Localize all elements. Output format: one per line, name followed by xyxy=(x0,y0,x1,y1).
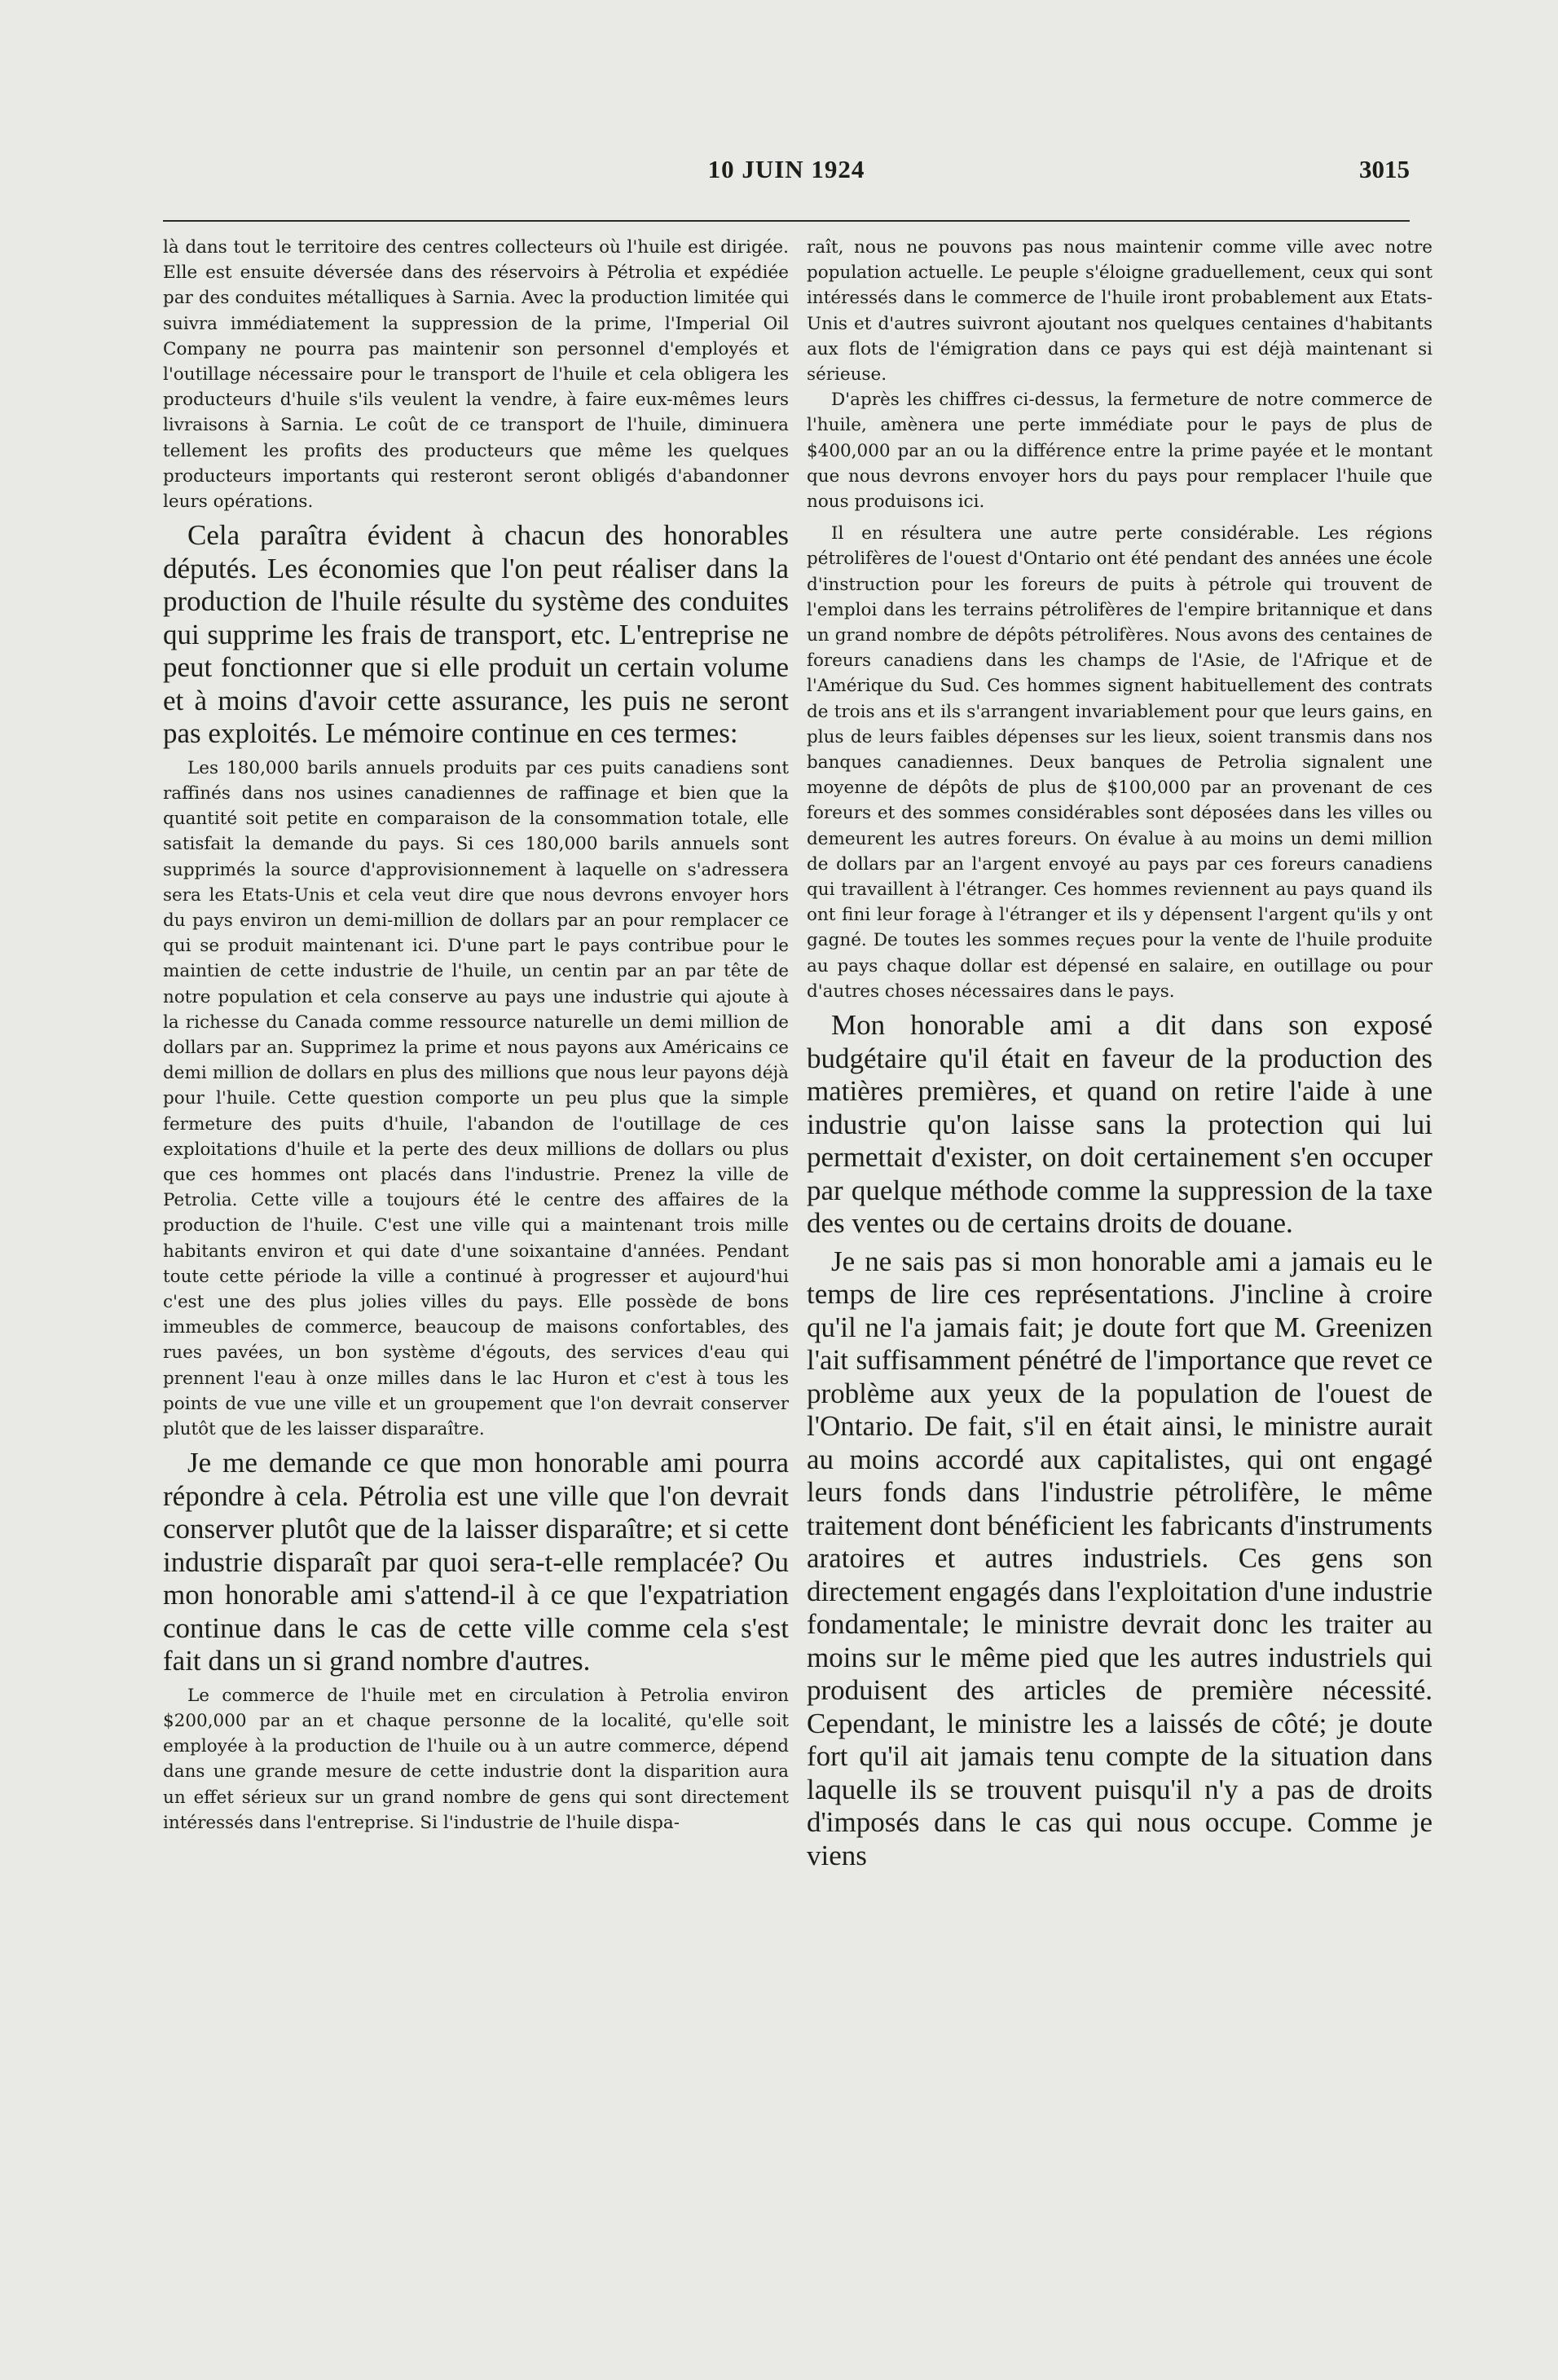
page-number: 3015 xyxy=(1359,155,1410,183)
paragraph-small-quote: Le commerce de l'huile met en circulation à Petrolia environ $200,000 par an et chaque personne de la localité, qu'elle soit employée à la production de l'huile ou à un autre commerce, dépend dans une grande mesure de cette industrie dont la disparition aura un effet sérieux sur un grand nombre de gens qui sont directement intéressés dans l'entreprise. Si l'industrie de l'huile dispa- xyxy=(163,1685,789,1833)
paragraph-small-quote: D'après les chiffres ci-dessus, la fermeture de notre commerce de l'huile, amènera une perte immédiate pour le pays de plus de $400,000 par an ou la différence entre la prime payée et le montant que nous devrons envoyer hors du pays pour remplacer l'huile que nous produisons ici. xyxy=(807,390,1433,513)
paragraph-small-quote: Il en résultera une autre perte considérable. Les régions pétrolifères de l'ouest d'Ontario ont été pendant des années une école d'instruction pour les foreurs de puits à pétrole qui trouvent de l'emploi dans les terrains pétrolifères de l'empire britannique et dans un grand nombre de dépôts pétrolifères. Nous avons des centaines de foreurs canadiens dans les champs de l'Asie, de l'Afrique et de l'Amérique du Sud. Ces hommes signent habituellement des contrats de trois ans et ils s'arrangent invariablement pour que leurs gains, en plus de leurs faibles dépenses sur les lieux, soient transmis dans nos banques canadiennes. Deux banques de Petrolia signalent une moyenne de dépôts de plus de $100,000 par an provenant de ces foreurs et des sommes considérables sont déposées dans les villes ou demeurent les autres foreurs. On évalue à au moins un demi million de dollars par an l'argent envoyé au pays par ces foreurs canadiens qui travaillent à l'étranger. Ces hommes reviennent au pays quand ils ont fini leur forage à l'étranger et ils y dépensent l'argent qu'ils y ont gagné. De toutes les sommes reçues pour la vente de l'huile produite au pays chaque dollar est dépensé en salaire, en outillage ou pour d'autres choses nécessaires dans le pays. xyxy=(807,523,1433,1002)
paragraph-small: là dans tout le territoire des centres collecteurs où l'huile est dirigée. Elle est ensuite déversée dans des réservoirs à Pétrolia et expédiée par des conduites métalliques à Sarnia. Avec la production limitée qui suivra immédiatement la suppression de la prime, l'Imperial Oil Company ne pourra pas maintenir son personnel d'employés et l'outillage nécessaire pour le transport de l'huile et cela obligera les producteurs d'huile s'ils veulent la vendre, à faire eux-mêmes leurs livraisons à Sarnia. Le coût de ce transport de l'huile, diminuera tellement les profits des producteurs que même les quelques producteurs importants qui resteront seront obligés d'abandonner leurs opérations. xyxy=(163,237,789,513)
paragraph-large: Mon honorable ami a dit dans son exposé budgétaire qu'il était en faveur de la production des matières premières, et quand on retire l'aide à une industrie qu'on laisse sans la protection qui lui permettait d'exister, on doit certainement s'en occuper par quelque méthode comme la suppression de la taxe des ventes ou de certains droits de douane. xyxy=(807,1009,1433,1240)
paragraph-large: Cela paraîtra évident à chacun des honorables députés. Les économies que l'on peut réaliser dans la production de l'huile résulte du système des conduites qui supprime les frais de transport, etc. L'entreprise ne peut fonctionner que si elle produit un certain volume et à moins d'avoir cette assurance, les puis ne seront pas exploités. Le mémoire continue en ces termes: xyxy=(163,519,789,750)
paragraph-small-quote: raît, nous ne pouvons pas nous maintenir comme ville avec notre population actuelle. Le peuple s'éloigne graduellement, ceux qui sont intéressés dans le commerce de l'huile iront probablement aux Etats-Unis et d'autres suivront ajoutant nos quelques centaines d'habitants aux flots de l'émigration dans ce pays qui est déjà maintenant si sérieuse. xyxy=(807,237,1433,386)
header-rule xyxy=(163,220,1410,222)
paragraph-small-quote: Les 180,000 barils annuels produits par ces puits canadiens sont raffinés dans nos usines canadiennes de raffinage et bien que la quantité soit petite en comparaison de la consommation totale, elle satisfait la demande du pays. Si ces 180,000 barils annuels sont supprimés la source d'approvisionnement à laquelle on s'adressera sera les Etats-Unis et cela veut dire que nous devrons envoyer hors du pays environ un demi-million de dollars par an pour remplacer ce qui se produit maintenant ici. D'une part le pays contribue pour le maintien de cette industrie de l'huile, un centin par an par tête de notre population et cela conserve au pays une industrie qui ajoute à la richesse du Canada comme ressource naturelle un demi million de dollars par an. Supprimez la prime et nous payons aux Américains ce demi million de dollars en plus des millions que nous leur payons déjà pour l'huile. Cette question comporte un peu plus que la simple fermeture des puits d'huile, l'abandon de l'outillage de ces exploitations d'huile et la perte des deux millions de dollars ou plus que ces hommes ont placés dans l'industrie. Prenez la ville de Petrolia. Cette ville a toujours été le centre des affaires de la production de l'huile. C'est une ville qui a maintenant trois mille habitants environ et qui date d'une soixantaine d'années. Pendant toute cette période la ville a continué à progresser et aujourd'hui c'est une des plus jolies villes du pays. Elle possède de bons immeubles de commerce, beaucoup de maisons confortables, des rues pavées, un bon système d'égouts, des services d'eau qui prennent l'eau à onze milles dans le lac Huron et c'est à tous les points de vue une ville et un groupement que l'on devrait conserver plutôt que de les laisser disparaître. xyxy=(163,757,789,1440)
page-header xyxy=(163,155,1410,197)
paragraph-large: Je me demande ce que mon honorable ami pourra répondre à cela. Pétrolia est une ville que l'on devrait conserver plutôt que de la laisser disparaître; et si cette industrie disparaît par quoi sera-t-elle remplacée? Ou mon honorable ami s'attend-il à ce que l'expatriation continue dans le cas de cette ville comme cela s'est fait dans un si grand nombre d'autres. xyxy=(163,1447,789,1677)
header-date: 10 JUIN 1924 xyxy=(707,155,865,183)
paragraph-large: Je ne sais pas si mon honorable ami a jamais eu le temps de lire ces représentations. J'incline à croire qu'il ne l'a jamais fait; je doute fort que M. Greenizen l'ait suffisamment pénétré de l'importance que revet ce problème aux yeux de la population de l'ouest de l'Ontario. De fait, s'il en était ainsi, le ministre aurait au moins accordé aux capitalistes, qui ont engagé leurs fonds dans l'industrie pétrolifère, le même traitement dont bénéficient les fabricants d'instruments aratoires et autres industriels. Ces gens son directement engagés dans l'exploitation d'une industrie fondamentale; le ministre devrait donc les traiter au moins sur le même pied que les autres industriels qui produisent des articles de première nécessité. Cependant, le ministre les a laissés de côté; je doute fort qu'il ait jamais tenu compte de la situation dans laquelle ils se trouvent puisqu'il n'y a pas de droits d'imposés dans le cas qui nous occupe. Comme je viens xyxy=(807,1245,1433,1871)
right-column xyxy=(807,235,1433,1877)
left-column xyxy=(163,235,789,1836)
